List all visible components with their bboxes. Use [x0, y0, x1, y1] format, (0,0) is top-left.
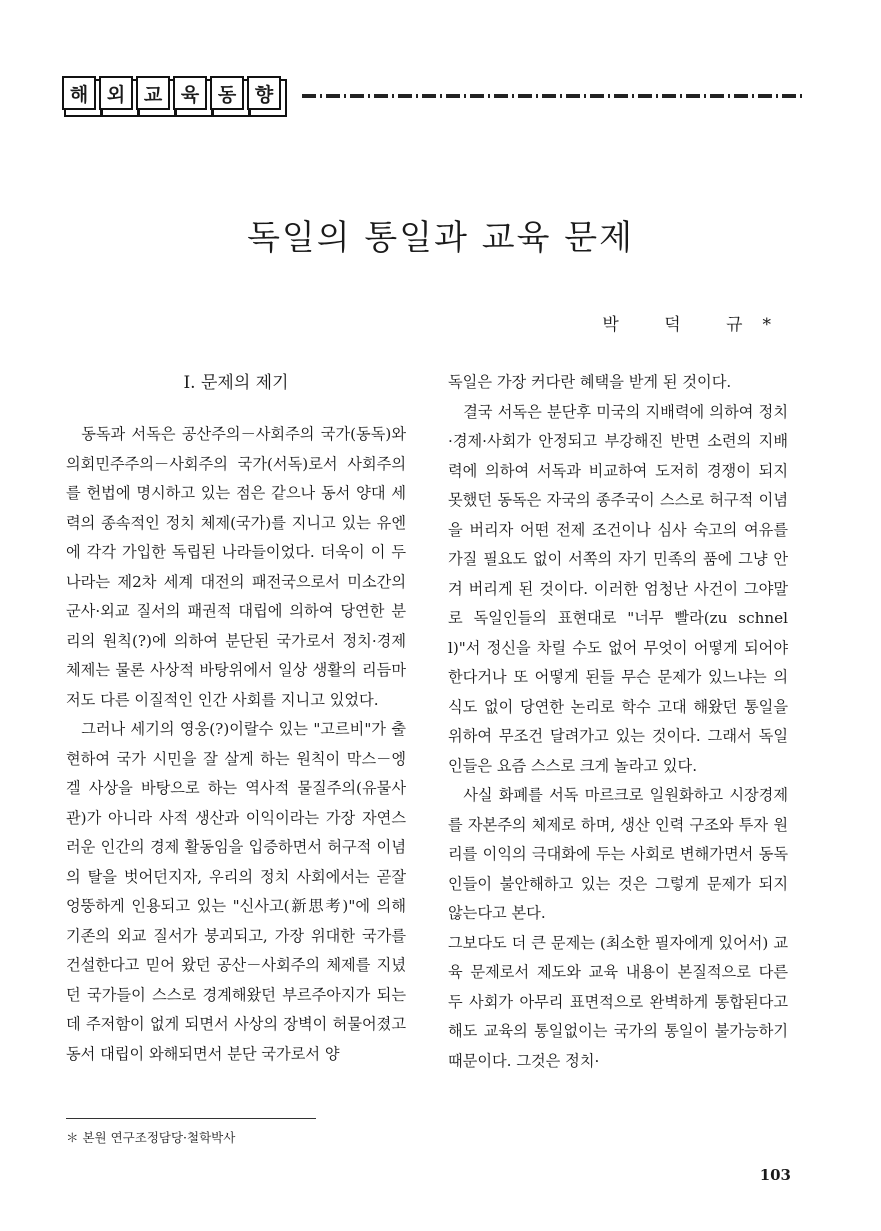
- footnote-divider: [66, 1118, 316, 1119]
- page-number: 103: [759, 1166, 791, 1184]
- left-column: [66, 368, 406, 1069]
- paragraph: 동독과 서독은 공산주의－사회주의 국가(동독)와 의회민주주의－사회주의 국가(서독)로서 사회주의를 헌법에 명시하고 있는 점은 같으나 동서 양대 세력의 종속적인 정치 체제(국가)를 지니고 있는 유엔에 각각 가입한 독립된 나라들이었다. 더욱이 이 두 나라는 제2차 세계 대전의 패전국으로서 미소간의 군사·외교 질서의 패권적 대립에 의하여 당연한 분리의 원칙(?)에 의하여 분단된 국가로서 정치·경제 체제는 물론 사상적 바탕위에서 일상 생활의 리듬마저도 다른 이질적인 인간 사회를 지니고 있었다.: [66, 425, 406, 709]
- article-title: 독일의 통일과 교육 문제: [247, 218, 634, 258]
- banner-char: 해: [62, 76, 96, 110]
- banner-char: 교: [136, 76, 170, 110]
- footnote: ＊ 본원 연구조정담당·철학박사: [66, 1130, 236, 1145]
- section-heading: Ⅰ. 문제의 제기: [183, 373, 289, 393]
- right-column: [448, 368, 788, 1076]
- banner-char: 향: [247, 76, 281, 110]
- banner-char: 육: [173, 76, 207, 110]
- banner-dashed-rule: [302, 94, 802, 98]
- paragraph: 사실 화폐를 서독 마르크로 일원화하고 시장경제를 자본주의 체제로 하며, 생산 인력 구조와 투자 원리를 이익의 극대화에 두는 사회로 변해가면서 동독인들이 불안해하고 있는 것은 그렇게 문제가 되지 않는다고 본다.: [448, 786, 788, 922]
- paragraph: 그러나 세기의 영웅(?)이랄수 있는 "고르비"가 출현하여 국가 시민을 잘 살게 하는 원칙이 막스－엥겔 사상을 바탕으로 하는 역사적 물질주의(유물사관)가 아니라 사적 생산과 이익이라는 가장 자연스러운 인간의 경제 활동임을 입증하면서 허구적 이념의 탈을 벗어던지자, 우리의 정치 사회에서는 곧잘 엉뚱하게 인용되고 있는 "신사고(新思考)"에 의해 기존의 외교 질서가 붕괴되고, 가장 위대한 국가를 건설한다고 믿어 왔던 공산－사회주의 체제를 지녔던 국가들이 스스로 경계해왔던 부르주아지가 되는 데 주저함이 없게 되면서 사상의 장벽이 허물어졌고 동서 대립이 와해되면서 분단 국가로서 양: [66, 720, 406, 1063]
- paragraph: 그보다도 더 큰 문제는 (최소한 필자에게 있어서) 교육 문제로서 제도와 교육 내용이 본질적으로 다른 두 사회가 아무리 표면적으로 완벽하게 통합된다고 해도 교육의 통일없이는 국가의 통일이 불가능하기 때문이다. 그것은 정치·: [448, 933, 788, 1070]
- paragraph: 독일은 가장 커다란 혜택을 받게 된 것이다.: [448, 373, 732, 391]
- section-banner: [62, 76, 802, 128]
- banner-boxes: [62, 76, 284, 110]
- author-name: 박 덕 규*: [602, 315, 791, 335]
- banner-char: 외: [99, 76, 133, 110]
- banner-char: 동: [210, 76, 244, 110]
- paragraph: 결국 서독은 분단후 미국의 지배력에 의하여 정치·경제·사회가 안정되고 부강해진 반면 소련의 지배력에 의하여 서독과 비교하여 도저히 경쟁이 되지 못했던 동독은 자국의 종주국이 스스로 허구적 이념을 버리자 어떤 전제 조건이나 심사 숙고의 여유를 가질 필요도 없이 서쪽의 자기 민족의 품에 그냥 안겨 버리게 된 것이다. 이러한 엄청난 사건이 그야말로 독일인들의 표현대로 "너무 빨라(zu schnell)"서 정신을 차릴 수도 없어 무엇이 어떻게 되어야 한다거나 또 어떻게 된들 무슨 문제가 있느냐는 의식도 없이 당연한 논리로 학수 고대 해왔던 통일을 위하여 무조건 달려가고 있는 것이다. 그래서 독일인들은 요즘 스스로 크게 놀라고 있다.: [448, 402, 788, 775]
